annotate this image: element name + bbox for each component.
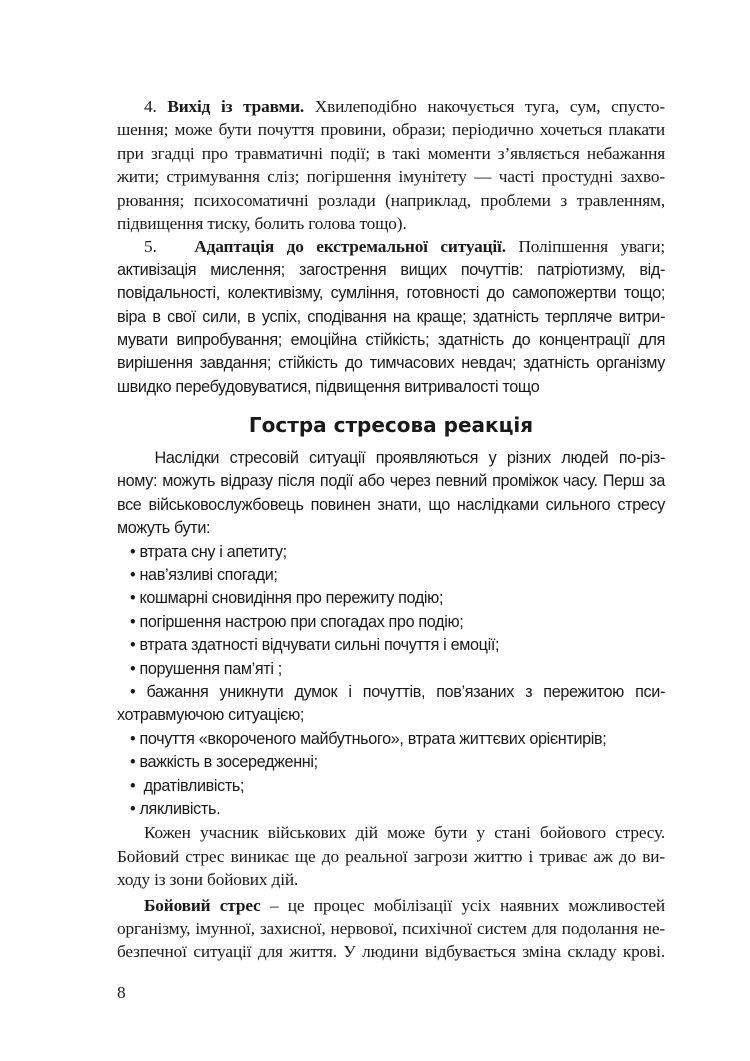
list-item: • нав’язливі спогади;	[130, 566, 278, 585]
section-5-line: вирішення завдання; стійкість до тимчасових невдач; здатність організму	[117, 354, 665, 373]
section-4-title: Вихід із травми.	[167, 97, 305, 116]
section-heading: Гостра стресова реакція	[248, 413, 534, 438]
definition-text: – це процес мобілізації усіх наявних можливостей	[260, 895, 665, 915]
definition-line-1	[117, 894, 665, 917]
section-5-line: мувати випробування; емоційна стійкість; здатність до концентрації для	[117, 330, 665, 349]
section-4-number: 4.	[144, 97, 168, 116]
intro-line: Наслідки стресовій ситуації проявляються у різних людей по-різ-	[144, 449, 665, 468]
section-5-title: Адаптація до екстремальної ситуації.	[194, 237, 506, 257]
section-5-line: повідальності, колективізму, сумління, готовності до самопожертви тощо;	[117, 284, 665, 303]
section-5-text: Поліпшення уваги;	[505, 237, 665, 257]
section-4-line: шення; може бути почуття провини, образи; періодично хочеться плакати	[117, 120, 665, 140]
list-item: • бажання уникнути думок і почуттів, пов’язаних з пережитою пси-	[130, 682, 665, 701]
section-4-line: жити; стримування сліз; погіршення імунітету — часті простудні захво-	[117, 167, 665, 187]
definition-term: Бойовий стрес	[144, 895, 261, 915]
section-4-line: підвищення тиску, болить голова тощо).	[117, 213, 407, 233]
section-4-text: Хвилеподібно накочується туга, сум, спусто-	[304, 97, 665, 116]
page-number: 8	[117, 983, 126, 1002]
list-item: • втрата сну і апетиту;	[130, 542, 287, 561]
combat-stress-line: ходу із зони бойових дій.	[117, 870, 299, 890]
section-4-line: рювання; психосоматичні розлади (наприклад, проблеми з травленням,	[117, 190, 665, 210]
definition-line: безпечної ситуації для життя. У людини відбувається зміна складу крові.	[117, 942, 665, 962]
list-item: • лякливість.	[130, 799, 221, 818]
section-4-line-1	[117, 95, 665, 118]
list-item: • кошмарні сновидіння про пережиту подію;	[130, 589, 444, 608]
list-item: • почуття «вкороченого майбутнього», втрата життєвих орієнтирів;	[130, 729, 607, 748]
list-item: • втрата здатності відчувати сильні почуття і емоції;	[130, 636, 500, 655]
section-5-line: швидко перебудовуватися, підвищення витривалості тощо	[117, 377, 540, 396]
section-5-line-1	[117, 235, 665, 258]
section-4-line: при згадці про травматичні події; в такі моменти з’являється небажання	[117, 143, 665, 163]
combat-stress-line: Кожен учасник військових дій може бути у стані бойового стресу.	[144, 823, 665, 843]
list-item: • дратівливість;	[130, 776, 245, 795]
intro-line: ному: можуть відразу після події або через певний проміжок часу. Перш за	[117, 472, 665, 491]
intro-line: можуть бути:	[117, 519, 211, 538]
page-body	[117, 95, 665, 964]
section-5-number: 5.	[144, 237, 195, 257]
definition-line: організму, імунної, захисної, нервової, психічної систем для подолання не-	[117, 918, 665, 938]
combat-stress-line: Бойовий стрес виникає ще до реальної загрози життю і триває аж до ви-	[117, 846, 665, 866]
list-item-continuation: хотравмуючою ситуацією;	[117, 706, 305, 725]
intro-line: все військовослужбовець повинен знати, що наслідками сильного стресу	[117, 495, 665, 514]
list-item: • важкість в зосередженні;	[130, 753, 318, 772]
section-5-line: віра в свої сили, в успіх, сподівання на краще; здатність терпляче витри-	[117, 307, 665, 326]
list-item: • погіршення настрою при спогадах про подію;	[130, 612, 464, 631]
list-item: • порушення пам’яті ;	[130, 659, 282, 678]
section-5-line: активізація мислення; загострення вищих почуттів: патріотизму, від-	[117, 260, 665, 279]
